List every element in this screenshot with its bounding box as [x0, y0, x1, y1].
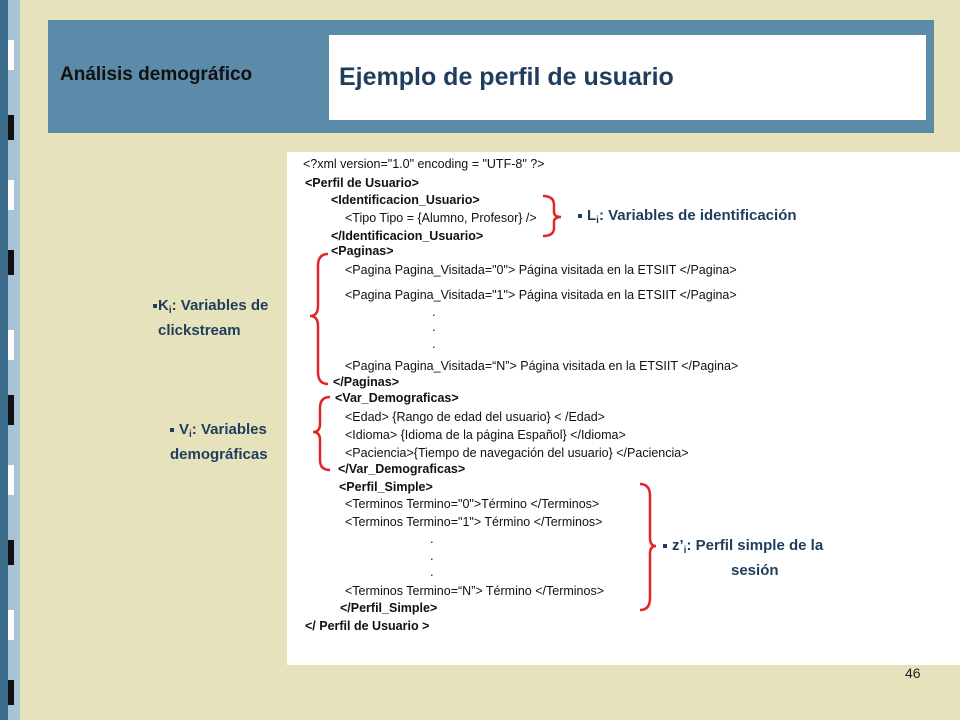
slide-title: Ejemplo de perfil de usuario [339, 63, 674, 91]
annotation-letter: z’ [672, 537, 684, 554]
annotation-text-line2: demográficas [170, 446, 268, 463]
xml-line: <?xml version="1.0" encoding = "UTF-8" ?> [303, 157, 545, 171]
xml-line: <Identificacion_Usuario> [331, 193, 480, 207]
decorative-strip [0, 0, 20, 720]
xml-line: <Tipo Tipo = {Alumno, Profesor} /> [345, 211, 537, 225]
ellipsis-dot: . [432, 336, 436, 351]
annotation-letter: K [158, 297, 169, 314]
bullet-icon [663, 544, 667, 548]
xml-line: <Pagina Pagina_Visitada=“N”> Página visitada en la ETSIIT </Pagina> [345, 359, 739, 373]
ellipsis-dot: . [430, 548, 434, 563]
annotation-letter: V [179, 421, 190, 438]
xml-line: </ Perfil de Usuario > [305, 619, 430, 633]
xml-line: <Perfil_Simple> [339, 480, 433, 494]
xml-line: </Perfil_Simple> [340, 601, 438, 615]
annotation-text-line2: clickstream [158, 322, 241, 339]
annotation-letter: L [587, 207, 597, 224]
annotation-text-line2: sesión [731, 562, 779, 579]
annotation-text: : Variables de [171, 297, 269, 314]
xml-line: <Terminos Termino=“N”> Término </Terminos> [345, 584, 605, 598]
annotation-subscript: i [168, 305, 172, 316]
annotation-text: : Perfil simple de la [686, 537, 824, 554]
xml-line: <Pagina Pagina_Visitada="1"> Página visitada en la ETSIIT </Pagina> [345, 288, 737, 302]
xml-line: </Var_Demograficas> [338, 462, 466, 476]
annotation-clickstream [153, 296, 268, 341]
ellipsis-dot: . [432, 304, 436, 319]
xml-line: <Terminos Termino="1"> Término </Terminos> [345, 515, 603, 529]
xml-line: <Terminos Termino="0">Término </Terminos> [345, 497, 600, 511]
page-number: 46 [905, 665, 921, 681]
xml-line: <Var_Demograficas> [335, 391, 459, 405]
annotation-demograficas [170, 420, 268, 465]
annotation-subscript: i [596, 215, 599, 226]
annotation-perfil-simple [663, 536, 823, 581]
xml-line: <Paginas> [331, 244, 394, 258]
ellipsis-dot: . [430, 531, 434, 546]
bullet-icon [170, 428, 174, 432]
xml-line: </Paginas> [333, 375, 400, 389]
xml-line: <Pagina Pagina_Visitada="0"> Página visitada en la ETSIIT </Pagina> [345, 263, 737, 277]
xml-line: <Idioma> {Idioma de la página Español} </Idioma> [345, 428, 626, 442]
annotation-identificacion [578, 206, 797, 231]
bullet-icon [578, 214, 582, 218]
annotation-text: : Variables de identificación [598, 207, 797, 224]
xml-line: <Paciencia>{Tiempo de navegación del usuario} </Paciencia> [345, 446, 689, 460]
ellipsis-dot: . [432, 319, 436, 334]
annotation-subscript: i [683, 545, 687, 556]
bullet-icon [153, 304, 157, 308]
annotation-text: : Variables [191, 421, 267, 438]
xml-line: <Edad> {Rango de edad del usuario} < /Edad> [345, 410, 605, 424]
section-label: Análisis demográfico [60, 64, 253, 85]
xml-line: <Perfil de Usuario> [305, 176, 419, 190]
annotation-subscript: i [189, 429, 192, 440]
xml-line: </Identificacion_Usuario> [331, 229, 484, 243]
ellipsis-dot: . [430, 564, 434, 579]
